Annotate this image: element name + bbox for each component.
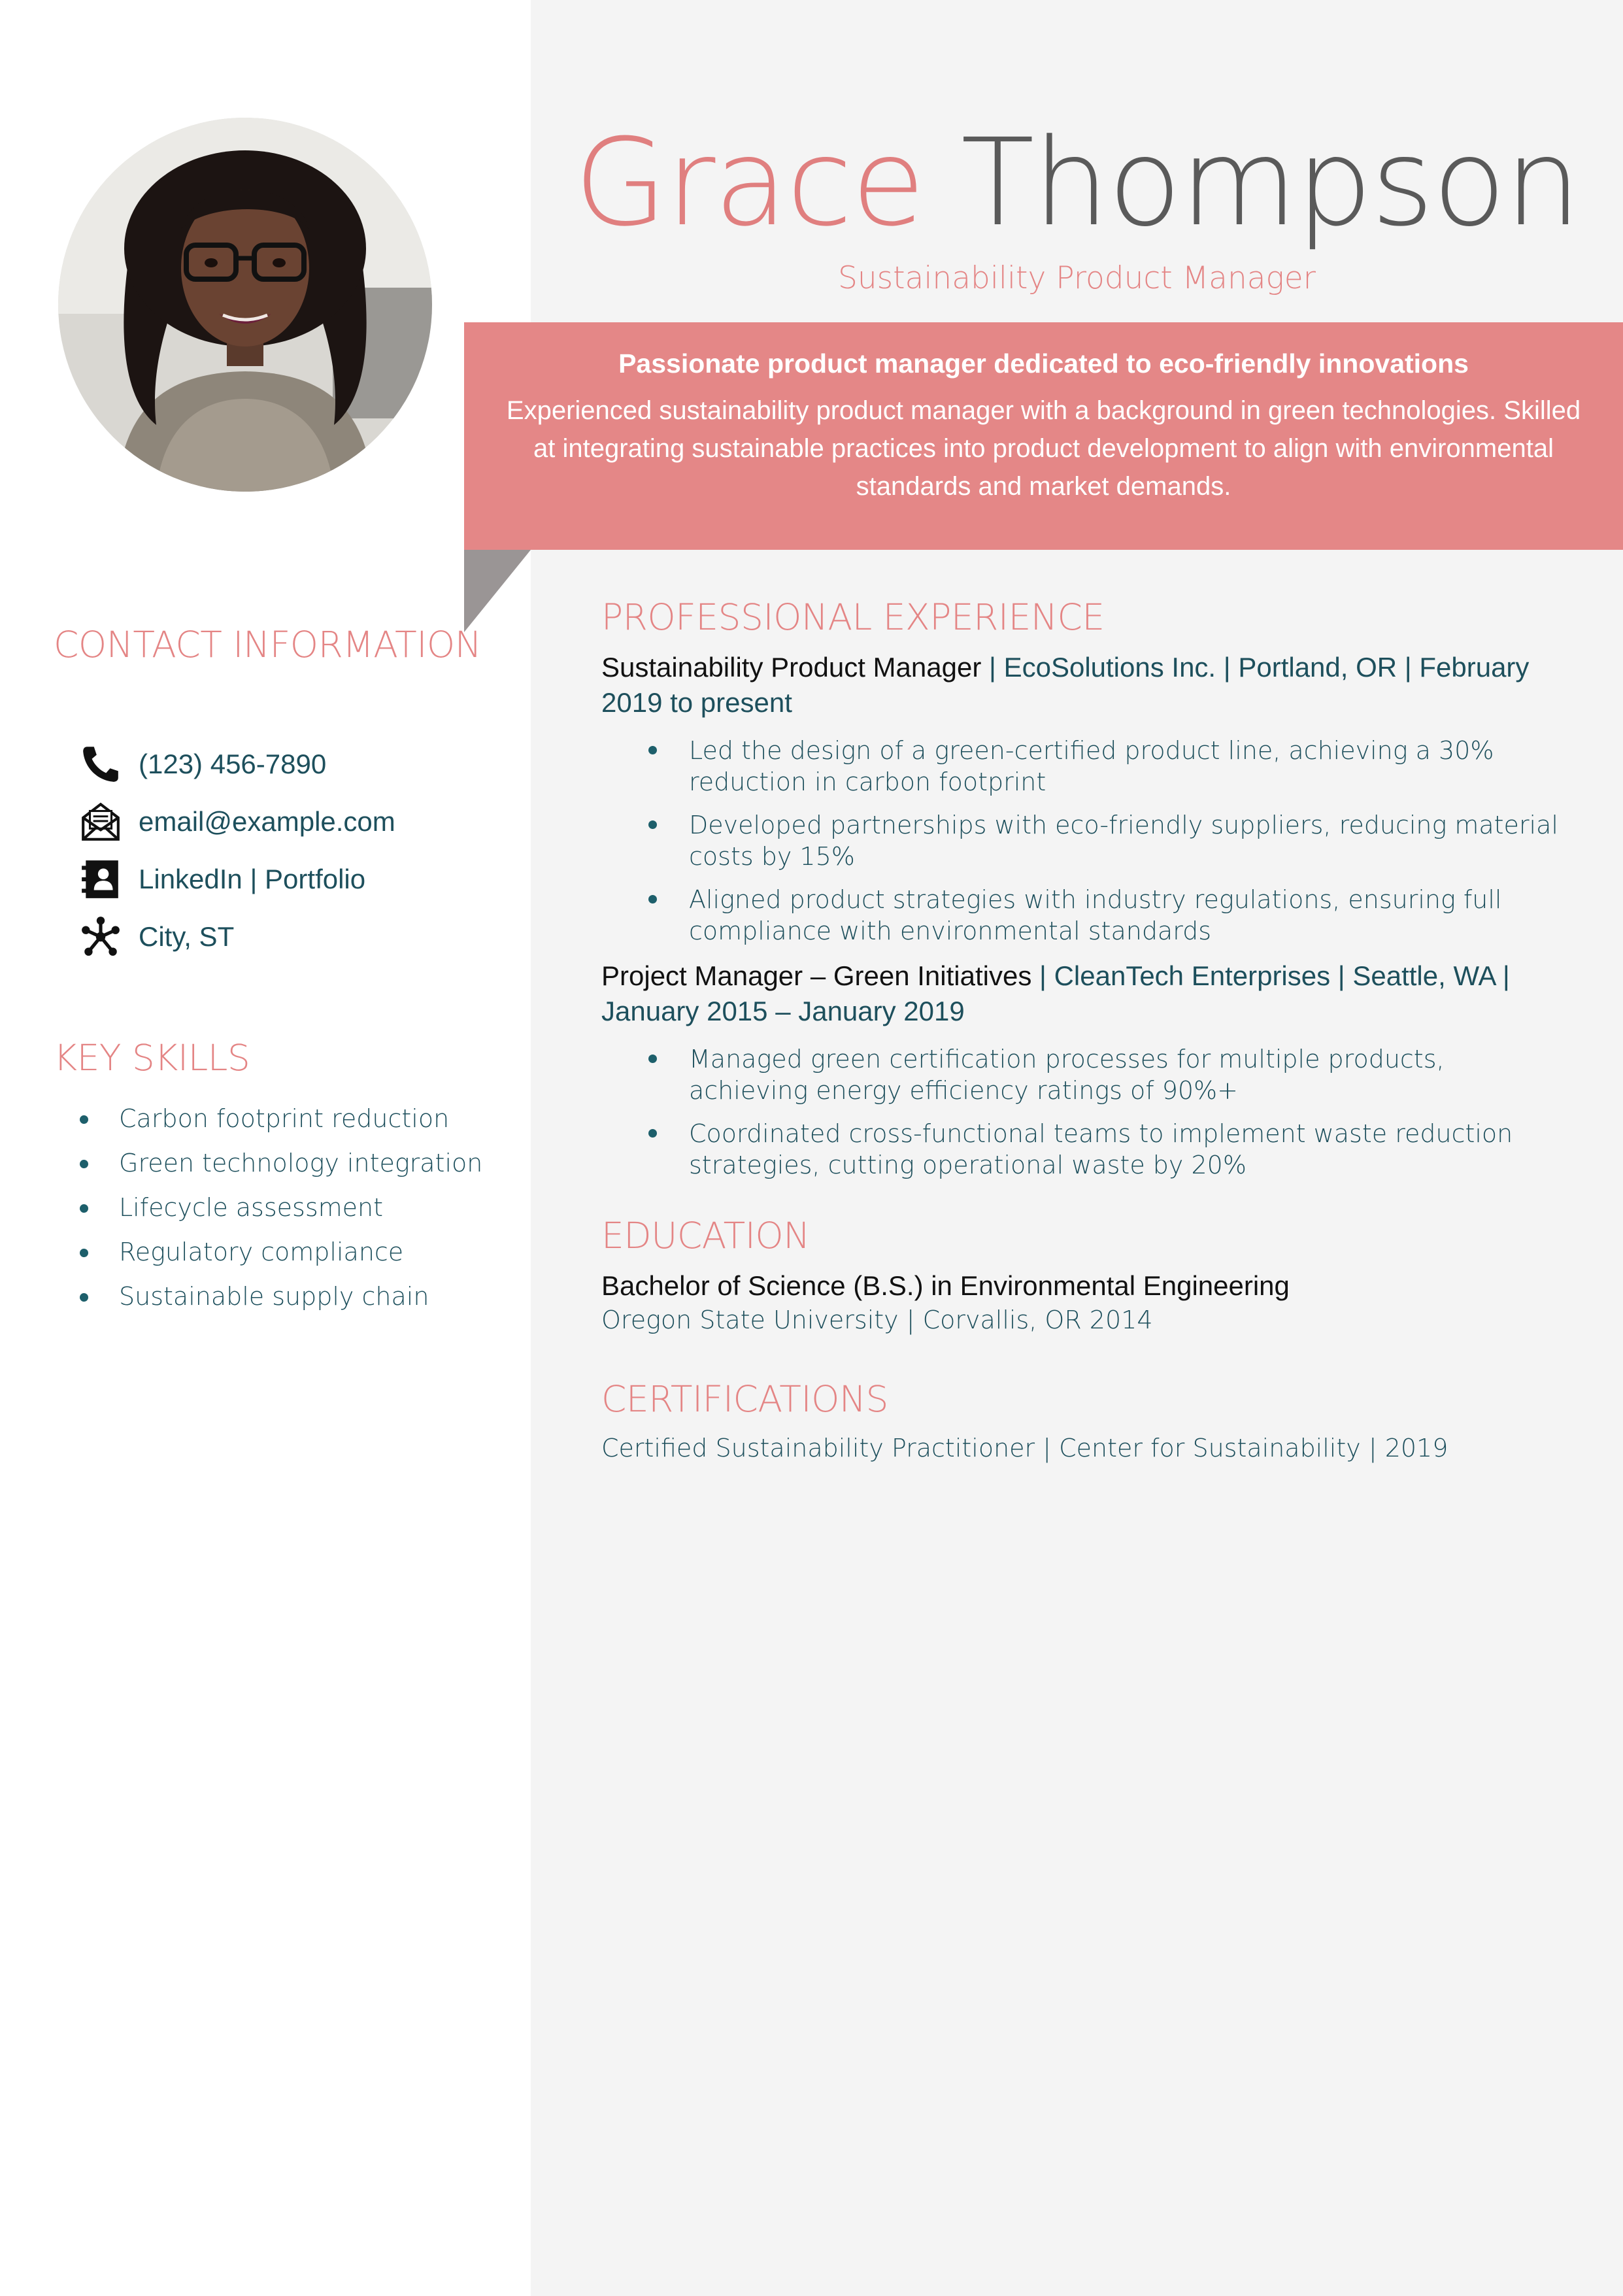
contact-heading: CONTACT INFORMATION bbox=[54, 624, 482, 666]
job-2-details: | CleanTech Enterprises | Seattle, WA | January 2015 – January 2019 bbox=[601, 960, 1510, 1026]
contact-links-text: LinkedIn | Portfolio bbox=[139, 864, 366, 894]
skills-heading: KEY SKILLS bbox=[54, 1037, 250, 1079]
education-degree: Bachelor of Science (B.S.) in Environmental Engineering bbox=[601, 1270, 1290, 1301]
contact-card-icon bbox=[77, 856, 124, 903]
education-heading: EDUCATION bbox=[601, 1215, 810, 1257]
main-content bbox=[601, 594, 1569, 1464]
job-bullet: Aligned product strategies with industry regulations, ensuring full compliance with environmental standards bbox=[601, 884, 1569, 947]
summary-text: Experienced sustainability product manager with a background in green technologies. Skilled at integrating sustainable practices into product development to align with environmental standards and market demands. bbox=[506, 396, 1581, 501]
profile-photo bbox=[58, 118, 432, 492]
skill-item: Green technology integration bbox=[77, 1141, 482, 1185]
job-1-details: | EcoSolutions Inc. | Portland, OR | February 2019 to present bbox=[601, 652, 1530, 718]
candidate-name bbox=[531, 111, 1623, 255]
envelope-icon bbox=[77, 798, 124, 845]
summary-banner bbox=[464, 322, 1623, 550]
skill-item: Lifecycle assessment bbox=[77, 1185, 482, 1230]
skill-item: Carbon footprint reduction bbox=[77, 1096, 482, 1141]
job-1-bullets bbox=[601, 735, 1569, 947]
last-name: Thompson bbox=[961, 113, 1580, 253]
job-1-header bbox=[601, 650, 1569, 720]
job-bullet: Developed partnerships with eco-friendly suppliers, reducing material costs by 15% bbox=[601, 809, 1569, 872]
job-2-role: Project Manager – Green Initiatives bbox=[601, 960, 1032, 991]
job-title: Sustainability Product Manager bbox=[838, 260, 1316, 296]
summary-headline: Passionate product manager dedicated to eco-friendly innovations bbox=[618, 348, 1469, 379]
experience-heading: PROFESSIONAL EXPERIENCE bbox=[601, 596, 1105, 638]
skill-item: Regulatory compliance bbox=[77, 1230, 482, 1274]
job-2-header bbox=[601, 958, 1569, 1029]
network-icon bbox=[77, 913, 124, 960]
job-bullet: Coordinated cross-functional teams to implement waste reduction strategies, cutting operational waste by 20% bbox=[601, 1118, 1569, 1181]
contact-phone bbox=[77, 735, 395, 793]
contact-phone-text: (123) 456-7890 bbox=[139, 749, 327, 779]
contact-email-text: email@example.com bbox=[139, 806, 395, 837]
contact-email bbox=[77, 793, 395, 851]
job-2-bullets bbox=[601, 1043, 1569, 1181]
job-1-role: Sustainability Product Manager bbox=[601, 652, 982, 683]
education-school: Oregon State University | Corvallis, OR 2014 bbox=[601, 1306, 1153, 1334]
certification-item: Certified Sustainability Practitioner | Center for Sustainability | 2019 bbox=[601, 1434, 1448, 1462]
job-bullet: Led the design of a green-certified product line, achieving a 30% reduction in carbon footprint bbox=[601, 735, 1569, 798]
banner-fold bbox=[464, 550, 531, 632]
contact-location-text: City, ST bbox=[139, 921, 235, 952]
job-bullet: Managed green certification processes for multiple products, achieving energy efficiency ratings of 90%+ bbox=[601, 1043, 1569, 1106]
skill-item: Sustainable supply chain bbox=[77, 1274, 482, 1319]
phone-icon bbox=[77, 741, 124, 788]
contact-location bbox=[77, 908, 395, 966]
profile-photo-illustration bbox=[58, 118, 432, 492]
contact-list bbox=[77, 735, 395, 966]
first-name: Grace bbox=[574, 113, 924, 253]
skills-list bbox=[77, 1096, 482, 1319]
certifications-heading: CERTIFICATIONS bbox=[601, 1378, 888, 1420]
contact-links bbox=[77, 851, 395, 908]
